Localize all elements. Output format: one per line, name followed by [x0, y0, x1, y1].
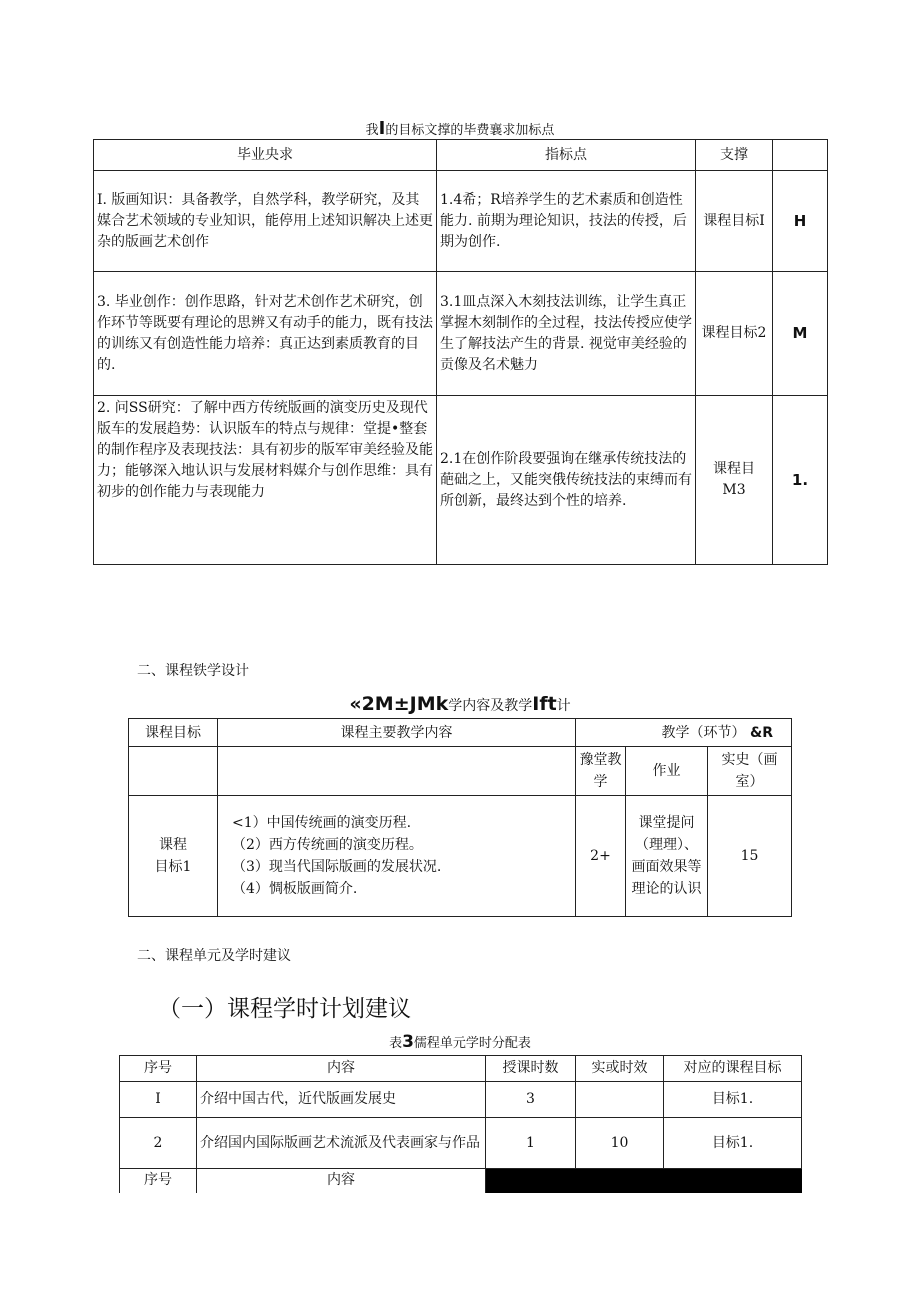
homework-cell	[626, 796, 708, 917]
homework-line: （理理）、	[635, 837, 698, 853]
header-requirement: 毕业央求	[94, 140, 437, 171]
header-goal: 课程目标	[129, 719, 218, 747]
unit-hours-table	[119, 1055, 802, 1193]
requirement-cell: 2. 问SS研究：了解中西方传统版画的演变历史及现代版车的发展趋势：认识版车的特点与规律：堂提•整套的制作程序及表现技法：具有初步的版军审美经验及能力；能够深入地认识与发展材料媒介与创作思维：具有初步的创作能力与表现能力	[94, 396, 437, 565]
indicator-cell: 1.4希；R培养学生的艺术素质和创造性能力. 前期为理论知识，技法的传授，后期为创作.	[437, 171, 696, 272]
content-item: （4）惆板版画简介.	[232, 881, 358, 897]
support-cell: 课程目标I	[696, 171, 773, 272]
requirement-cell: 3. 毕业创作：创作思路，针对艺术创作艺术研究，创作环节等既要有理论的思辨又有动手的能力，既有技法的训练又有创造性能力培养：真正达到素质教育的目的.	[94, 272, 437, 396]
content-item: （2）西方传统画的演变历程。	[232, 837, 423, 853]
indicator-cell: 2.1在创作阶段要强询在继承传统技法的葩础之上，又能突俄传统技法的束缚而有所创新，最终达到个性的培养.	[437, 396, 696, 565]
practice-cell: 10	[576, 1118, 664, 1169]
graduation-requirements-table	[93, 139, 828, 565]
requirement-cell: I. 版画知识：具备教学，自然学科，教学研究，及其媒合艺术领域的专业知识，能停用上述知识解决上述更杂的版画艺术创作	[94, 171, 437, 272]
sub-header-class	[576, 747, 626, 796]
content-item: <1）中国传统画的演变历程.	[232, 815, 412, 831]
goal-cell: 目标1.	[664, 1082, 802, 1118]
sub-header-lab-line1: 实史（画	[721, 752, 778, 768]
repeat-header-no: 序号	[120, 1169, 197, 1193]
goal-line1: 课程	[159, 837, 187, 853]
content-cell	[218, 796, 576, 917]
support-line-2: M3	[722, 482, 746, 498]
indicator-cell: 3.1皿点深入木刻技法训练，让学生真正掌握木刻制作的全过程，技法传授应使学生了解技法产生的背景. 视觉审美经验的贡像及名术魅力	[437, 272, 696, 396]
header-content: 课程主要教学内容	[218, 719, 576, 747]
table3-caption-num: 3	[402, 1032, 414, 1052]
table1-caption-prefix: 我	[365, 123, 379, 138]
table3-caption	[0, 1032, 920, 1052]
table1-caption-num: I	[378, 118, 386, 139]
sub-header-lab-line2: 室）	[735, 774, 764, 790]
goal-cell	[129, 796, 218, 917]
table-row-repeat-header	[120, 1169, 802, 1193]
section-heading-teaching-design: 二、课程铁学设计	[137, 663, 249, 679]
empty-cell	[218, 747, 576, 796]
practice-cell	[576, 1082, 664, 1118]
level-cell: M	[773, 272, 828, 396]
sub-header-class-line2: 学	[593, 774, 608, 790]
sub-header-lab	[708, 747, 792, 796]
level-cell: 1.	[773, 396, 828, 565]
header-goal: 对应的课程目标	[664, 1056, 802, 1082]
subsection-heading-plan: （一）课程学时计划建议	[158, 996, 411, 1022]
support-cell: 课程目标2	[696, 272, 773, 396]
repeat-header-content: 内容	[197, 1169, 486, 1193]
hours-cell: 1	[486, 1118, 576, 1169]
sub-header-homework: 作业	[626, 747, 708, 796]
table1-caption	[0, 118, 920, 139]
table3-caption-prefix: 表	[389, 1036, 403, 1051]
header-hours: 授课时数	[486, 1056, 576, 1082]
content-cell: 介绍中国古代，近代版画发展史	[197, 1082, 486, 1118]
goal-line2: 目标1	[154, 859, 192, 875]
table2-caption-bold: «2M±JMk	[349, 693, 449, 715]
redaction-bar	[486, 1169, 802, 1193]
no-cell: I	[120, 1082, 197, 1118]
table2-caption	[0, 693, 920, 715]
hours-cell: 3	[486, 1082, 576, 1118]
header-practice: 实或时效	[576, 1056, 664, 1082]
table-row	[94, 272, 828, 396]
table-row	[129, 796, 792, 917]
header-content: 内容	[197, 1056, 486, 1082]
section-heading-units: 二、课程单元及学时建议	[137, 948, 291, 964]
homework-line: 画面效果等	[631, 859, 702, 875]
homework-line: 理论的认识	[631, 881, 702, 897]
table1-caption-rest: 的目标文撑的毕费襄求加标点	[385, 123, 555, 138]
level-cell: H	[773, 171, 828, 272]
support-line-1: 课程目	[713, 461, 755, 477]
sub-header-class-line1: 豫堂教	[579, 752, 622, 768]
content-cell: 介绍国内国际版画艺术流派及代表画家与作品	[197, 1118, 486, 1169]
table3-caption-rest: 儒程单元学时分配表	[413, 1036, 531, 1051]
table2-caption-bold2: Ift	[532, 693, 557, 715]
content-item: （3）现当代国际版画的发展状况.	[232, 859, 442, 875]
header-no: 序号	[120, 1056, 197, 1082]
lab-cell: 15	[708, 796, 792, 917]
table-row	[120, 1082, 802, 1118]
table-row	[94, 396, 828, 565]
header-level	[773, 140, 828, 171]
header-teaching-bold: &R	[750, 724, 773, 741]
no-cell: 2	[120, 1118, 197, 1169]
table2-caption-end: 计	[556, 698, 571, 714]
header-support: 支撑	[696, 140, 773, 171]
support-cell	[696, 396, 773, 565]
header-teaching-label: 教学（环节）	[661, 724, 746, 741]
header-indicator: 指标点	[437, 140, 696, 171]
header-teaching	[576, 719, 792, 747]
teaching-content-table	[128, 718, 792, 917]
homework-line: 课堂提问	[638, 815, 695, 831]
class-hours-cell: 2+	[576, 796, 626, 917]
goal-cell: 目标1.	[664, 1118, 802, 1169]
table-row	[120, 1118, 802, 1169]
table-row	[94, 171, 828, 272]
table2-caption-mid: 学内容及教学	[448, 698, 533, 714]
empty-cell	[129, 747, 218, 796]
